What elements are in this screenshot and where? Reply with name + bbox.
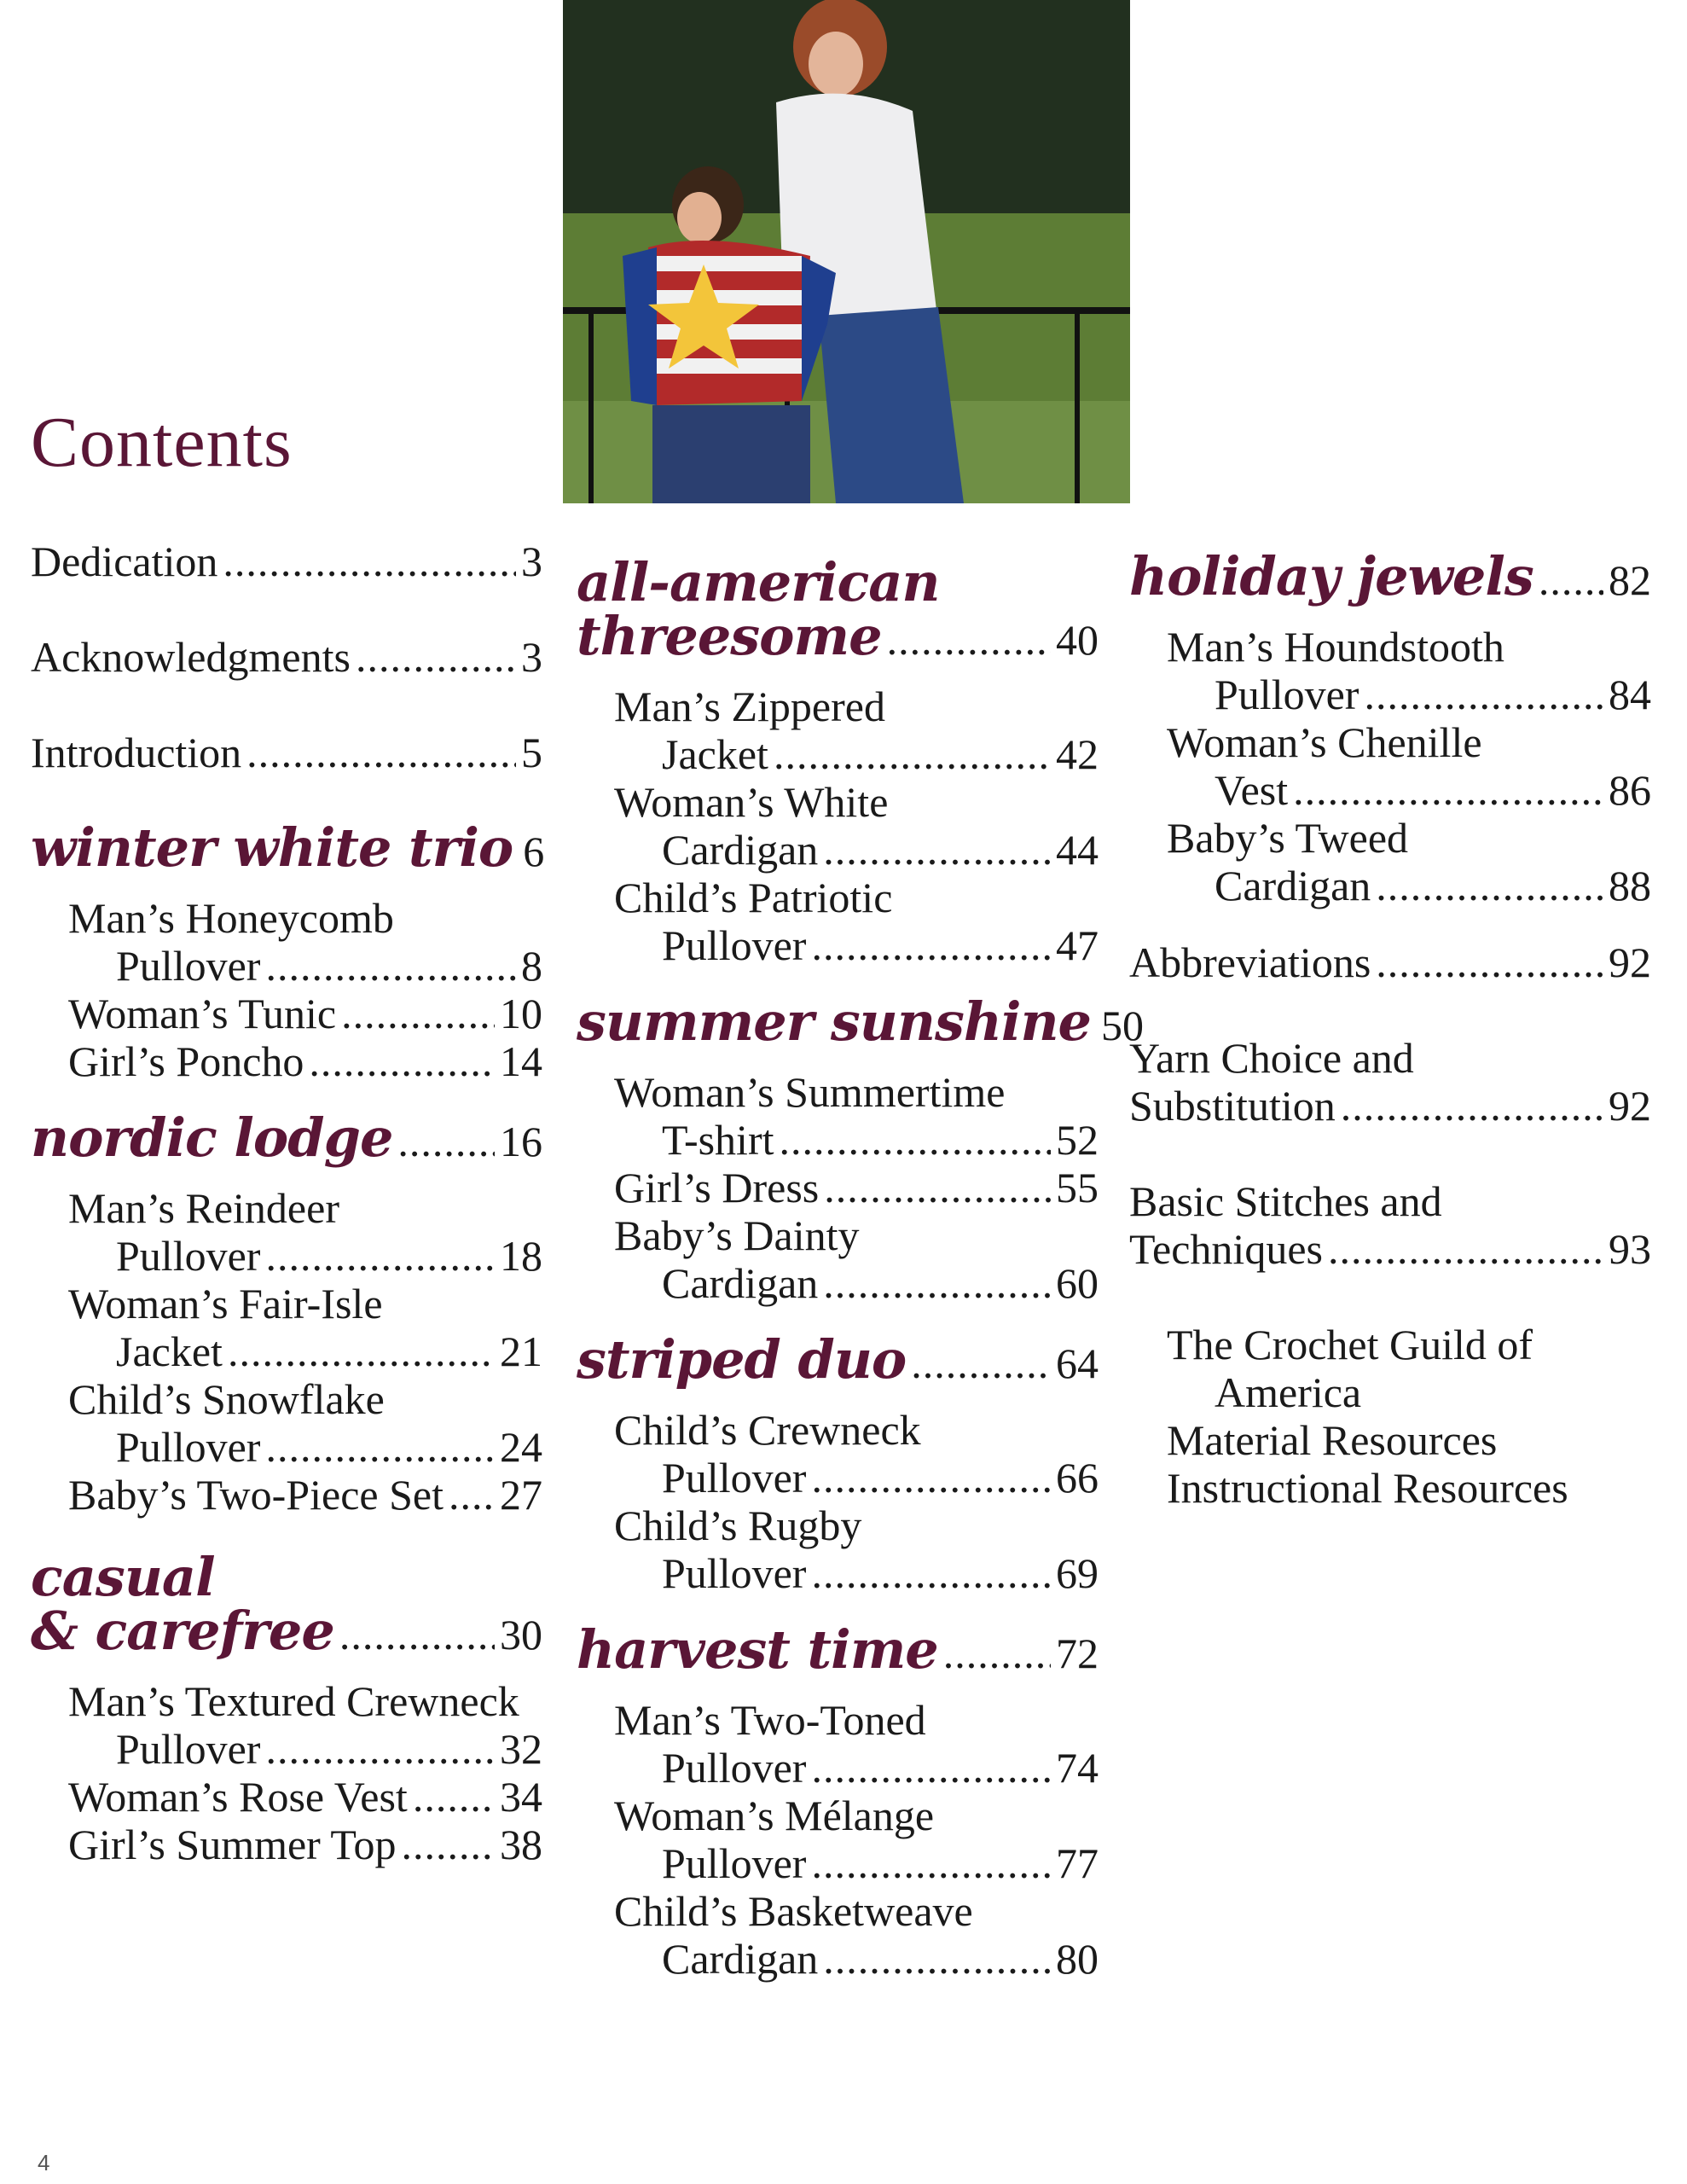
entry-title: Techniques — [1129, 1225, 1323, 1273]
entry-title: Pullover — [662, 1454, 807, 1502]
page-ref: 88 — [1609, 862, 1651, 909]
entry-title: Dedication — [31, 537, 218, 585]
page-ref: 50 — [1101, 1002, 1145, 1049]
toc-line — [68, 990, 542, 1037]
photo-illustration — [563, 0, 1130, 503]
entry-title: threesome — [577, 605, 882, 667]
leader-dots — [449, 1471, 495, 1519]
entry-title: Jacket — [662, 730, 768, 778]
entry-title: Pullover — [116, 1725, 261, 1773]
page-ref: 14 — [500, 1037, 542, 1085]
page-ref: 69 — [1056, 1549, 1099, 1597]
leader-dots — [228, 1327, 495, 1375]
page-ref: 24 — [500, 1423, 542, 1471]
toc-entry[interactable] — [68, 1677, 542, 1773]
leader-dots — [265, 1725, 495, 1773]
entry-title: winter white trio — [31, 816, 513, 879]
entry-title: Girl’s Dress — [614, 1164, 820, 1211]
entry-title-line1: Yarn Choice and — [1129, 1034, 1414, 1082]
toc-item[interactable] — [1129, 938, 1651, 986]
leader-dots — [811, 921, 1051, 969]
toc-entry[interactable] — [614, 1502, 1099, 1597]
leader-dots — [339, 1611, 495, 1658]
toc-item[interactable] — [1129, 1177, 1651, 1273]
entry-title-line1: Woman’s Summertime — [614, 1068, 1006, 1116]
page-ref: 47 — [1056, 921, 1099, 969]
entry-title: summer sunshine — [577, 990, 1092, 1053]
entry-title: Vest — [1215, 766, 1289, 814]
page-ref: 21 — [500, 1327, 542, 1375]
leader-dots — [780, 1116, 1052, 1164]
page-ref: 64 — [1056, 1339, 1099, 1387]
section-heading-line1: all-american — [577, 551, 940, 613]
toc-line — [1129, 1225, 1651, 1273]
resource-label: Instructional Resources — [1167, 1464, 1568, 1512]
entry-title: Pullover — [1215, 671, 1359, 718]
toc-entry[interactable] — [614, 1792, 1099, 1887]
leader-dots — [823, 1935, 1051, 1983]
toc-entry[interactable] — [614, 874, 1099, 969]
toc-line — [614, 1935, 1099, 1983]
leader-dots — [823, 826, 1051, 874]
entry-title-line1: Woman’s Chenille — [1167, 718, 1482, 766]
entry-title: Woman’s Rose Vest — [68, 1773, 408, 1821]
leader-dots — [811, 1549, 1051, 1597]
cover-photo — [563, 0, 1130, 503]
toc-line — [577, 990, 1145, 1053]
resource-line2: America — [1215, 1368, 1362, 1416]
entry-title: Pullover — [662, 1549, 807, 1597]
entry-title-line1: Child’s Rugby — [614, 1502, 862, 1549]
contents-column-3 — [1129, 537, 1651, 1512]
entry-title: Baby’s Two-Piece Set — [68, 1471, 443, 1519]
toc-entry[interactable] — [614, 1406, 1099, 1502]
entry-title-line1: Child’s Patriotic — [614, 874, 893, 921]
toc-line — [614, 921, 1099, 969]
toc-line — [68, 1821, 542, 1868]
toc-line — [1167, 862, 1651, 909]
entry-title-line1: Man’s Two-Toned — [614, 1696, 926, 1744]
entry-title: & carefree — [31, 1600, 334, 1662]
toc-line — [31, 633, 542, 681]
toc-line — [1129, 1082, 1651, 1130]
leader-dots — [265, 1232, 495, 1280]
page-ref: 44 — [1056, 826, 1099, 874]
toc-entry[interactable] — [614, 1211, 1099, 1307]
entry-title: Pullover — [662, 1839, 807, 1887]
contents-column-2 — [577, 537, 1145, 1983]
page-ref: 6 — [523, 828, 545, 875]
page-ref: 55 — [1056, 1164, 1099, 1211]
page-ref: 93 — [1609, 1225, 1651, 1273]
toc-entry[interactable] — [68, 1773, 542, 1821]
leader-dots — [356, 633, 516, 681]
page-ref: 30 — [500, 1611, 542, 1658]
entry-title-line1: Child’s Crewneck — [614, 1406, 921, 1454]
leader-dots — [1376, 862, 1603, 909]
leader-dots — [1328, 1225, 1603, 1273]
resource-line1: The Crochet Guild of — [1167, 1321, 1533, 1368]
section-heading[interactable] — [577, 1328, 1099, 1391]
entry-title-line1: Baby’s Dainty — [614, 1211, 860, 1259]
leader-dots — [1539, 556, 1603, 604]
toc-entry[interactable] — [1167, 623, 1651, 718]
toc-line — [31, 1107, 542, 1169]
page-ref: 5 — [521, 729, 542, 776]
toc-entry[interactable] — [614, 778, 1099, 874]
section-heading[interactable] — [577, 990, 1145, 1053]
entry-title: Pullover — [662, 1744, 807, 1792]
page-ref: 27 — [500, 1471, 542, 1519]
entry-title: Cardigan — [1215, 862, 1371, 909]
toc-entry[interactable] — [68, 894, 542, 990]
leader-dots — [823, 1259, 1051, 1307]
leader-dots — [246, 729, 516, 776]
leader-dots — [265, 942, 516, 990]
toc-line — [68, 1423, 542, 1471]
page-ref: 80 — [1056, 1935, 1099, 1983]
entry-title-line1: Man’s Zippered — [614, 682, 885, 730]
toc-line — [1129, 938, 1651, 986]
page-ref: 84 — [1609, 671, 1651, 718]
resource-item[interactable] — [1167, 1416, 1651, 1464]
page-ref: 77 — [1056, 1839, 1099, 1887]
leader-dots — [911, 1339, 1051, 1387]
page-ref: 82 — [1609, 556, 1651, 604]
leader-dots — [1364, 671, 1603, 718]
toc-entry[interactable] — [614, 682, 1099, 778]
leader-dots — [309, 1037, 495, 1085]
entry-title: Acknowledgments — [31, 633, 351, 681]
leader-dots — [341, 990, 495, 1037]
toc-item[interactable] — [1129, 1034, 1651, 1130]
leader-dots — [265, 1423, 495, 1471]
leader-dots — [774, 730, 1051, 778]
toc-line — [614, 730, 1099, 778]
toc-item[interactable] — [31, 537, 542, 585]
entry-title: harvest time — [577, 1618, 938, 1681]
section-heading-line1: casual — [31, 1546, 215, 1608]
page-ref: 86 — [1609, 766, 1651, 814]
page-ref: 18 — [500, 1232, 542, 1280]
toc-line — [68, 1773, 542, 1821]
toc-entry[interactable] — [68, 1037, 542, 1085]
page-number: 4 — [38, 2150, 50, 2175]
section-heading[interactable] — [577, 1618, 1099, 1681]
leader-dots — [413, 1773, 495, 1821]
toc-entry[interactable] — [614, 1696, 1099, 1792]
toc-line — [577, 1328, 1099, 1391]
section-heading[interactable] — [31, 1107, 542, 1169]
leader-dots — [397, 1118, 495, 1165]
entry-title: Cardigan — [662, 1935, 819, 1983]
entry-title: Jacket — [116, 1327, 223, 1375]
toc-line — [68, 1327, 542, 1375]
entry-title-line1: Man’s Textured Crewneck — [68, 1677, 519, 1725]
leader-dots — [1293, 766, 1603, 814]
toc-entry[interactable] — [1167, 814, 1651, 909]
resource-label: Material Resources — [1167, 1416, 1498, 1464]
leader-dots — [811, 1454, 1051, 1502]
resource-item[interactable] — [1167, 1321, 1651, 1416]
toc-line — [614, 1744, 1099, 1792]
page-ref: 66 — [1056, 1454, 1099, 1502]
entry-title: Girl’s Poncho — [68, 1037, 304, 1085]
page-ref: 60 — [1056, 1259, 1099, 1307]
resource-item[interactable] — [1167, 1464, 1651, 1512]
toc-line — [31, 1600, 542, 1662]
page-ref: 92 — [1609, 1082, 1651, 1130]
entry-title: striped duo — [577, 1328, 907, 1391]
toc-item[interactable] — [31, 633, 542, 681]
toc-entry[interactable] — [1167, 718, 1651, 814]
leader-dots — [401, 1821, 495, 1868]
entry-title: Pullover — [116, 1232, 261, 1280]
toc-line — [1129, 545, 1651, 607]
toc-line — [614, 1164, 1099, 1211]
toc-line — [614, 1259, 1099, 1307]
leader-dots — [943, 1629, 1051, 1677]
entry-title: nordic lodge — [31, 1107, 393, 1169]
section-heading[interactable] — [31, 1546, 542, 1662]
entry-title: Substitution — [1129, 1082, 1336, 1130]
toc-entry[interactable] — [68, 990, 542, 1037]
toc-line — [68, 1232, 542, 1280]
entry-title-line1: Man’s Honeycomb — [68, 894, 394, 942]
leader-dots — [1376, 938, 1603, 986]
entry-title-line1: Woman’s Fair-Isle — [68, 1280, 383, 1327]
toc-line — [614, 1454, 1099, 1502]
toc-entry[interactable] — [68, 1471, 542, 1519]
toc-line — [31, 537, 542, 585]
entry-title-line1: Man’s Reindeer — [68, 1184, 339, 1232]
toc-line — [68, 1037, 542, 1085]
entry-title: Cardigan — [662, 826, 819, 874]
page-ref: 16 — [500, 1118, 542, 1165]
entry-title: Pullover — [116, 1423, 261, 1471]
toc-entry[interactable] — [614, 1068, 1099, 1164]
leader-dots — [223, 537, 516, 585]
toc-item[interactable] — [31, 729, 542, 776]
toc-entry[interactable] — [68, 1821, 542, 1868]
entry-title-line1: Child’s Snowflake — [68, 1375, 385, 1423]
page-ref: 8 — [521, 942, 542, 990]
toc-entry[interactable] — [614, 1887, 1099, 1983]
toc-line — [68, 942, 542, 990]
page-ref: 52 — [1056, 1116, 1099, 1164]
entry-title-line1: Basic Stitches and — [1129, 1177, 1442, 1225]
toc-line — [68, 1725, 542, 1773]
contents-column-1 — [31, 537, 545, 1868]
page-ref: 3 — [521, 537, 542, 585]
entry-title-line1: Baby’s Tweed — [1167, 814, 1409, 862]
entry-title: T-shirt — [662, 1116, 774, 1164]
toc-entry[interactable] — [68, 1375, 542, 1471]
entry-title-line1: Child’s Basketweave — [614, 1887, 973, 1935]
page-ref: 38 — [500, 1821, 542, 1868]
page-ref: 72 — [1056, 1629, 1099, 1677]
entry-title: Cardigan — [662, 1259, 819, 1307]
page-ref: 34 — [500, 1773, 542, 1821]
page-ref: 10 — [500, 990, 542, 1037]
toc-entry[interactable] — [614, 1164, 1099, 1211]
entry-title: Abbreviations — [1129, 938, 1371, 986]
leader-dots — [824, 1164, 1051, 1211]
entry-title: Introduction — [31, 729, 242, 776]
section-heading[interactable] — [1129, 545, 1651, 607]
leader-dots — [887, 616, 1051, 664]
section-heading[interactable] — [577, 551, 1099, 667]
page-title: Contents — [31, 403, 293, 482]
toc-line — [614, 1549, 1099, 1597]
toc-line — [577, 1618, 1099, 1681]
entry-title-line1: Woman’s Mélange — [614, 1792, 935, 1839]
page-ref: 92 — [1609, 938, 1651, 986]
toc-entry[interactable] — [68, 1184, 542, 1280]
leader-dots — [811, 1839, 1051, 1887]
entry-title: holiday jewels — [1129, 545, 1533, 607]
toc-line — [68, 1471, 542, 1519]
page-ref: 3 — [521, 633, 542, 681]
entry-title-line1: Man’s Houndstooth — [1167, 623, 1504, 671]
leader-dots — [1341, 1082, 1603, 1130]
toc-line — [614, 1839, 1099, 1887]
page-ref: 40 — [1056, 616, 1099, 664]
toc-line — [1167, 766, 1651, 814]
toc-line — [1167, 671, 1651, 718]
section-heading[interactable] — [31, 816, 545, 879]
toc-line — [614, 1116, 1099, 1164]
entry-title: Pullover — [116, 942, 261, 990]
page-ref: 42 — [1056, 730, 1099, 778]
page-ref: 74 — [1056, 1744, 1099, 1792]
toc-entry[interactable] — [68, 1280, 542, 1375]
entry-title: Woman’s Tunic — [68, 990, 337, 1037]
leader-dots — [811, 1744, 1051, 1792]
page-ref: 32 — [500, 1725, 542, 1773]
toc-line — [614, 826, 1099, 874]
toc-line — [577, 605, 1099, 667]
entry-title: Girl’s Summer Top — [68, 1821, 397, 1868]
toc-line — [31, 729, 542, 776]
toc-line — [31, 816, 545, 879]
entry-title: Pullover — [662, 921, 807, 969]
entry-title-line1: Woman’s White — [614, 778, 889, 826]
